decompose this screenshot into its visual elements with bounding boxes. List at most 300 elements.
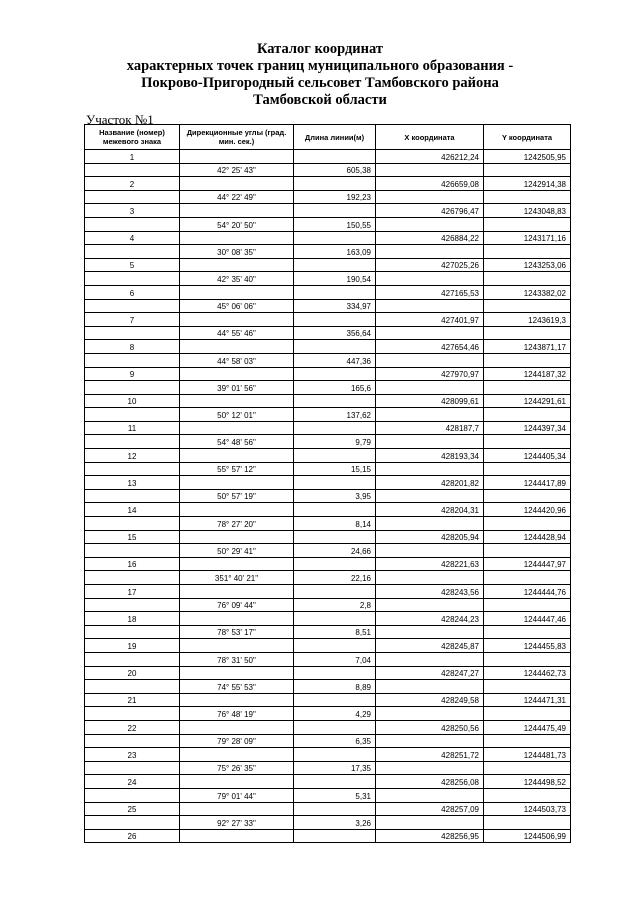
table-row xyxy=(85,163,571,177)
table-row xyxy=(85,503,571,517)
y-coordinate: 1244481,73 xyxy=(484,748,571,762)
empty-cell xyxy=(376,598,484,612)
empty-cell xyxy=(180,285,294,299)
empty-cell xyxy=(85,190,180,204)
table-row xyxy=(85,788,571,802)
x-coordinate: 427970,97 xyxy=(376,367,484,381)
empty-cell xyxy=(376,353,484,367)
table-row xyxy=(85,231,571,245)
point-number: 13 xyxy=(85,476,180,490)
empty-cell xyxy=(180,394,294,408)
empty-cell xyxy=(180,530,294,544)
point-number: 9 xyxy=(85,367,180,381)
x-coordinate: 428257,09 xyxy=(376,802,484,816)
empty-cell xyxy=(180,204,294,218)
y-coordinate: 1244447,97 xyxy=(484,557,571,571)
empty-cell xyxy=(180,231,294,245)
direction-angle: 50° 29' 41" xyxy=(180,544,294,558)
empty-cell xyxy=(180,748,294,762)
table-row xyxy=(85,707,571,721)
empty-cell xyxy=(294,204,376,218)
direction-angle: 76° 09' 44" xyxy=(180,598,294,612)
line-length: 9,79 xyxy=(294,435,376,449)
point-number: 1 xyxy=(85,150,180,164)
empty-cell xyxy=(180,693,294,707)
table-row xyxy=(85,285,571,299)
empty-cell xyxy=(294,177,376,191)
point-number: 25 xyxy=(85,802,180,816)
direction-angle: 351° 40' 21" xyxy=(180,571,294,585)
empty-cell xyxy=(376,652,484,666)
coordinates-table xyxy=(84,124,571,843)
empty-cell xyxy=(376,408,484,422)
y-coordinate: 1244475,49 xyxy=(484,720,571,734)
point-number: 20 xyxy=(85,666,180,680)
y-coordinate: 1243171,16 xyxy=(484,231,571,245)
line-length: 6,35 xyxy=(294,734,376,748)
empty-cell xyxy=(484,435,571,449)
line-length: 356,64 xyxy=(294,326,376,340)
empty-cell xyxy=(376,299,484,313)
table-row xyxy=(85,720,571,734)
y-coordinate: 1244447,46 xyxy=(484,612,571,626)
table-row xyxy=(85,693,571,707)
empty-cell xyxy=(294,829,376,843)
empty-cell xyxy=(85,217,180,231)
empty-cell xyxy=(85,245,180,259)
empty-cell xyxy=(85,761,180,775)
empty-cell xyxy=(376,190,484,204)
table-row xyxy=(85,462,571,476)
line-length: 605,38 xyxy=(294,163,376,177)
empty-cell xyxy=(180,258,294,272)
empty-cell xyxy=(484,299,571,313)
empty-cell xyxy=(180,802,294,816)
line-length: 2,8 xyxy=(294,598,376,612)
empty-cell xyxy=(484,245,571,259)
line-length: 8,51 xyxy=(294,625,376,639)
table-row xyxy=(85,326,571,340)
point-number: 8 xyxy=(85,340,180,354)
direction-angle: 54° 20' 50" xyxy=(180,217,294,231)
empty-cell xyxy=(294,476,376,490)
empty-cell xyxy=(484,652,571,666)
y-coordinate: 1244506,99 xyxy=(484,829,571,843)
y-coordinate: 1244471,31 xyxy=(484,693,571,707)
y-coordinate: 1242914,38 xyxy=(484,177,571,191)
header-length: Длина линии(м) xyxy=(294,125,376,150)
point-number: 6 xyxy=(85,285,180,299)
empty-cell xyxy=(85,435,180,449)
empty-cell xyxy=(294,748,376,762)
x-coordinate: 428247,27 xyxy=(376,666,484,680)
line-length: 3,26 xyxy=(294,816,376,830)
empty-cell xyxy=(376,517,484,531)
empty-cell xyxy=(294,530,376,544)
table-row xyxy=(85,150,571,164)
x-coordinate: 427025,26 xyxy=(376,258,484,272)
table-row xyxy=(85,299,571,313)
table-row xyxy=(85,571,571,585)
empty-cell xyxy=(85,816,180,830)
point-number: 21 xyxy=(85,693,180,707)
table-row xyxy=(85,272,571,286)
empty-cell xyxy=(180,666,294,680)
y-coordinate: 1244397,34 xyxy=(484,421,571,435)
line-length: 22,16 xyxy=(294,571,376,585)
table-row xyxy=(85,598,571,612)
empty-cell xyxy=(180,585,294,599)
x-coordinate: 426212,24 xyxy=(376,150,484,164)
empty-cell xyxy=(484,489,571,503)
empty-cell xyxy=(484,462,571,476)
empty-cell xyxy=(180,449,294,463)
point-number: 2 xyxy=(85,177,180,191)
empty-cell xyxy=(294,720,376,734)
table-row xyxy=(85,489,571,503)
direction-angle: 78° 27' 20" xyxy=(180,517,294,531)
empty-cell xyxy=(85,788,180,802)
empty-cell xyxy=(484,517,571,531)
point-number: 11 xyxy=(85,421,180,435)
empty-cell xyxy=(294,258,376,272)
x-coordinate: 428251,72 xyxy=(376,748,484,762)
x-coordinate: 428187,7 xyxy=(376,421,484,435)
table-row xyxy=(85,612,571,626)
empty-cell xyxy=(294,367,376,381)
empty-cell xyxy=(294,449,376,463)
empty-cell xyxy=(180,720,294,734)
x-coordinate: 428221,63 xyxy=(376,557,484,571)
direction-angle: 45° 06' 06" xyxy=(180,299,294,313)
table-row xyxy=(85,544,571,558)
y-coordinate: 1244444,76 xyxy=(484,585,571,599)
empty-cell xyxy=(85,326,180,340)
table-row xyxy=(85,449,571,463)
direction-angle: 78° 31' 50" xyxy=(180,652,294,666)
empty-cell xyxy=(180,177,294,191)
empty-cell xyxy=(484,707,571,721)
empty-cell xyxy=(294,150,376,164)
table-row xyxy=(85,625,571,639)
empty-cell xyxy=(484,734,571,748)
table-row xyxy=(85,258,571,272)
direction-angle: 42° 25' 43" xyxy=(180,163,294,177)
point-number: 12 xyxy=(85,449,180,463)
x-coordinate: 428201,82 xyxy=(376,476,484,490)
x-coordinate: 428244,23 xyxy=(376,612,484,626)
empty-cell xyxy=(376,245,484,259)
table-row xyxy=(85,394,571,408)
empty-cell xyxy=(294,557,376,571)
direction-angle: 44° 22' 49" xyxy=(180,190,294,204)
y-coordinate: 1244187,32 xyxy=(484,367,571,381)
line-length: 15,15 xyxy=(294,462,376,476)
table-row xyxy=(85,177,571,191)
direction-angle: 30° 08' 35" xyxy=(180,245,294,259)
empty-cell xyxy=(294,775,376,789)
empty-cell xyxy=(484,598,571,612)
empty-cell xyxy=(376,707,484,721)
table-body xyxy=(85,150,571,843)
table-row xyxy=(85,381,571,395)
empty-cell xyxy=(376,816,484,830)
direction-angle: 79° 28' 09" xyxy=(180,734,294,748)
point-number: 22 xyxy=(85,720,180,734)
table-row xyxy=(85,421,571,435)
empty-cell xyxy=(484,163,571,177)
table-row xyxy=(85,734,571,748)
empty-cell xyxy=(376,571,484,585)
line-length: 5,31 xyxy=(294,788,376,802)
direction-angle: 42° 35' 40" xyxy=(180,272,294,286)
empty-cell xyxy=(85,381,180,395)
empty-cell xyxy=(484,625,571,639)
empty-cell xyxy=(294,394,376,408)
point-number: 5 xyxy=(85,258,180,272)
x-coordinate: 426659,08 xyxy=(376,177,484,191)
empty-cell xyxy=(484,788,571,802)
empty-cell xyxy=(376,272,484,286)
section-label: Участок №1 xyxy=(86,112,154,127)
empty-cell xyxy=(294,313,376,327)
table-row xyxy=(85,557,571,571)
empty-cell xyxy=(180,150,294,164)
direction-angle: 74° 55' 53" xyxy=(180,680,294,694)
line-length: 137,62 xyxy=(294,408,376,422)
point-number: 26 xyxy=(85,829,180,843)
empty-cell xyxy=(294,585,376,599)
y-coordinate: 1244455,83 xyxy=(484,639,571,653)
header-y: Y координата xyxy=(484,125,571,150)
empty-cell xyxy=(180,421,294,435)
x-coordinate: 428205,94 xyxy=(376,530,484,544)
x-coordinate: 428249,58 xyxy=(376,693,484,707)
direction-angle: 55° 57' 12" xyxy=(180,462,294,476)
x-coordinate: 426796,47 xyxy=(376,204,484,218)
x-coordinate: 428245,87 xyxy=(376,639,484,653)
line-length: 447,36 xyxy=(294,353,376,367)
empty-cell xyxy=(376,734,484,748)
line-length: 8,14 xyxy=(294,517,376,531)
empty-cell xyxy=(180,612,294,626)
empty-cell xyxy=(85,489,180,503)
x-coordinate: 426884,22 xyxy=(376,231,484,245)
empty-cell xyxy=(484,190,571,204)
empty-cell xyxy=(85,462,180,476)
table-row xyxy=(85,829,571,843)
empty-cell xyxy=(294,666,376,680)
empty-cell xyxy=(484,326,571,340)
header-name: Название (номер) межевого знака xyxy=(85,125,180,150)
table-row xyxy=(85,435,571,449)
empty-cell xyxy=(294,285,376,299)
empty-cell xyxy=(484,816,571,830)
title-line-1: Каталог координат xyxy=(256,41,384,57)
table-row xyxy=(85,340,571,354)
y-coordinate: 1244417,89 xyxy=(484,476,571,490)
empty-cell xyxy=(376,326,484,340)
point-number: 15 xyxy=(85,530,180,544)
x-coordinate: 427165,53 xyxy=(376,285,484,299)
empty-cell xyxy=(180,775,294,789)
table-row xyxy=(85,775,571,789)
empty-cell xyxy=(484,571,571,585)
y-coordinate: 1242505,95 xyxy=(484,150,571,164)
line-length: 24,66 xyxy=(294,544,376,558)
table-row xyxy=(85,761,571,775)
empty-cell xyxy=(376,625,484,639)
table-row xyxy=(85,476,571,490)
x-coordinate: 428099,61 xyxy=(376,394,484,408)
x-coordinate: 428193,34 xyxy=(376,449,484,463)
empty-cell xyxy=(484,761,571,775)
empty-cell xyxy=(85,517,180,531)
point-number: 19 xyxy=(85,639,180,653)
empty-cell xyxy=(294,612,376,626)
empty-cell xyxy=(294,340,376,354)
direction-angle: 50° 57' 19" xyxy=(180,489,294,503)
table-row xyxy=(85,190,571,204)
table-header-row xyxy=(85,125,571,150)
table-row xyxy=(85,652,571,666)
line-length: 4,29 xyxy=(294,707,376,721)
empty-cell xyxy=(376,544,484,558)
empty-cell xyxy=(85,272,180,286)
point-number: 3 xyxy=(85,204,180,218)
point-number: 7 xyxy=(85,313,180,327)
table-row xyxy=(85,585,571,599)
empty-cell xyxy=(376,680,484,694)
line-length: 190,54 xyxy=(294,272,376,286)
point-number: 16 xyxy=(85,557,180,571)
table-row xyxy=(85,313,571,327)
line-length: 8,89 xyxy=(294,680,376,694)
point-number: 4 xyxy=(85,231,180,245)
y-coordinate: 1243619,3 xyxy=(484,313,571,327)
line-length: 334,97 xyxy=(294,299,376,313)
direction-angle: 92° 27' 33" xyxy=(180,816,294,830)
table-row xyxy=(85,408,571,422)
empty-cell xyxy=(376,489,484,503)
empty-cell xyxy=(294,802,376,816)
y-coordinate: 1243253,06 xyxy=(484,258,571,272)
x-coordinate: 428204,31 xyxy=(376,503,484,517)
point-number: 18 xyxy=(85,612,180,626)
point-number: 17 xyxy=(85,585,180,599)
empty-cell xyxy=(85,625,180,639)
table-row xyxy=(85,816,571,830)
x-coordinate: 428256,08 xyxy=(376,775,484,789)
empty-cell xyxy=(85,299,180,313)
title-line-3: Покрово-Пригородный сельсовет Тамбовского района xyxy=(141,75,499,91)
x-coordinate: 428243,56 xyxy=(376,585,484,599)
empty-cell xyxy=(180,557,294,571)
line-length: 163,09 xyxy=(294,245,376,259)
line-length: 165,6 xyxy=(294,381,376,395)
empty-cell xyxy=(376,435,484,449)
empty-cell xyxy=(484,544,571,558)
title-line-2: характерных точек границ муниципального образования - xyxy=(126,58,514,74)
empty-cell xyxy=(85,734,180,748)
y-coordinate: 1244291,61 xyxy=(484,394,571,408)
empty-cell xyxy=(484,381,571,395)
line-length: 192,23 xyxy=(294,190,376,204)
empty-cell xyxy=(484,680,571,694)
point-number: 23 xyxy=(85,748,180,762)
empty-cell xyxy=(180,503,294,517)
header-x: X координата xyxy=(376,125,484,150)
direction-angle: 76° 48' 19" xyxy=(180,707,294,721)
empty-cell xyxy=(180,367,294,381)
table-row xyxy=(85,217,571,231)
empty-cell xyxy=(376,462,484,476)
y-coordinate: 1244498,52 xyxy=(484,775,571,789)
direction-angle: 50° 12' 01" xyxy=(180,408,294,422)
y-coordinate: 1244405,34 xyxy=(484,449,571,463)
direction-angle: 39° 01' 56" xyxy=(180,381,294,395)
empty-cell xyxy=(376,761,484,775)
empty-cell xyxy=(180,340,294,354)
table-row xyxy=(85,748,571,762)
empty-cell xyxy=(376,163,484,177)
title-line-4: Тамбовской области xyxy=(253,92,387,108)
document-title xyxy=(0,41,640,109)
point-number: 10 xyxy=(85,394,180,408)
x-coordinate: 427654,46 xyxy=(376,340,484,354)
y-coordinate: 1244503,73 xyxy=(484,802,571,816)
table-row xyxy=(85,245,571,259)
empty-cell xyxy=(180,313,294,327)
empty-cell xyxy=(376,381,484,395)
empty-cell xyxy=(294,503,376,517)
direction-angle: 44° 55' 46" xyxy=(180,326,294,340)
table-row xyxy=(85,530,571,544)
empty-cell xyxy=(484,272,571,286)
empty-cell xyxy=(484,217,571,231)
direction-angle: 44° 58' 03" xyxy=(180,353,294,367)
empty-cell xyxy=(85,163,180,177)
y-coordinate: 1244462,73 xyxy=(484,666,571,680)
empty-cell xyxy=(294,421,376,435)
empty-cell xyxy=(85,544,180,558)
x-coordinate: 428250,56 xyxy=(376,720,484,734)
table-row xyxy=(85,353,571,367)
direction-angle: 78° 53' 17" xyxy=(180,625,294,639)
point-number: 24 xyxy=(85,775,180,789)
table-row xyxy=(85,204,571,218)
y-coordinate: 1244428,94 xyxy=(484,530,571,544)
empty-cell xyxy=(294,231,376,245)
empty-cell xyxy=(180,639,294,653)
empty-cell xyxy=(294,639,376,653)
empty-cell xyxy=(484,353,571,367)
direction-angle: 79° 01' 44" xyxy=(180,788,294,802)
point-number: 14 xyxy=(85,503,180,517)
header-angle: Дирекционные углы (град. мин. сек.) xyxy=(180,125,294,150)
empty-cell xyxy=(85,680,180,694)
empty-cell xyxy=(85,571,180,585)
table-row xyxy=(85,367,571,381)
empty-cell xyxy=(85,353,180,367)
empty-cell xyxy=(180,476,294,490)
direction-angle: 54° 48' 56" xyxy=(180,435,294,449)
table-row xyxy=(85,666,571,680)
y-coordinate: 1243382,02 xyxy=(484,285,571,299)
empty-cell xyxy=(294,693,376,707)
x-coordinate: 427401,97 xyxy=(376,313,484,327)
line-length: 150,55 xyxy=(294,217,376,231)
